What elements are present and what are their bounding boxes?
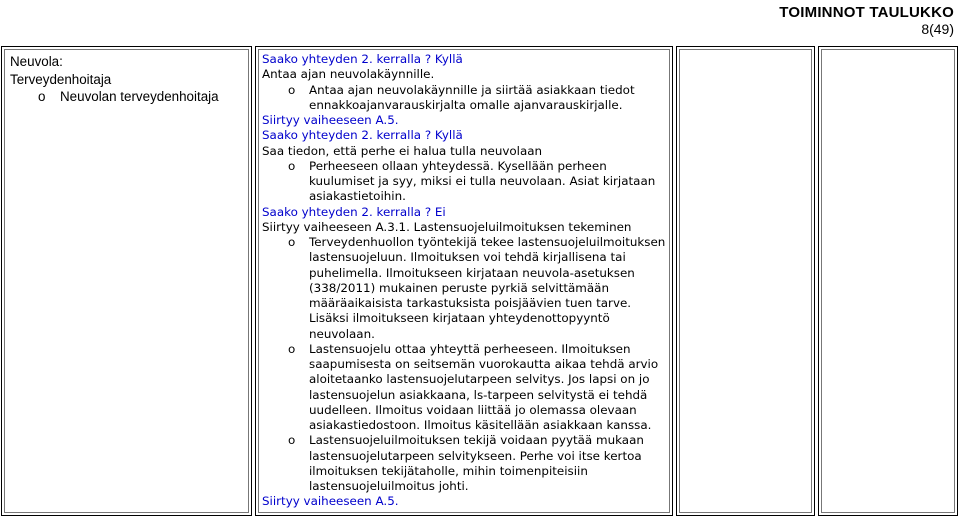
bullet-marker: o [288,341,296,356]
bullet-line: kuulumiset ja syy, miksi ei tulla neuvolaan. Asiat kirjataan [309,174,656,188]
table-cell-actions [255,46,673,516]
bullet-line: uudelleen. Ilmoitus voidaan liittää jo olemassa olevaan [309,402,637,417]
bullet-line: lastensuojeluilmoitus johti. [309,479,469,493]
bullet-marker: o [288,235,296,249]
actor-role: Terveydenhoitaja [10,71,112,87]
goto-step-text: Siirtyy vaiheeseen A.3.1. Lastensuojeluilmoituksen tekeminen [262,219,632,234]
goto-step-link[interactable]: Siirtyy vaiheeseen A.5. [262,113,399,127]
bullet-marker: o [288,433,296,448]
bullet-line: Antaa ajan neuvolakäynnille ja siirtää asiakkaan tiedot [309,82,635,97]
bullet-line: (338/2011) mukainen peruste pyrkiä selvittämään [309,280,610,295]
bullet-5 [262,433,668,494]
bullet-line: Lisäksi ilmoitukseen kirjataan yhteydenottopyyntö [309,311,610,326]
bullet-line: Lastensuojeluilmoituksen tekijä voidaan pyytää mukaan [309,433,644,448]
bullet-line: lastensuojelun asiakkaana, ls-tarpeen selvitystä ei tehdä [309,387,648,402]
contact-question-1[interactable]: Saako yhteyden 2. kerralla ? Kyllä [262,52,463,66]
bullet-line: lastensuojelutarpeen selvitykseen. Perhe voi itse kertoa [309,448,642,463]
bullet-line: asiakastietoihin. [309,189,406,204]
goto-step-link[interactable]: Siirtyy vaiheeseen A.5. [262,494,399,509]
contact-question-2[interactable]: Saako yhteyden 2. kerralla ? Kyllä [262,128,463,143]
step-text: Saa tiedon, että perhe ei halua tulla neuvolaan [262,143,543,158]
bullet-line: neuvolaan. [309,326,375,341]
table-cell-empty-2 [818,46,958,516]
actions-text [262,52,668,510]
table-cell-actor [1,46,252,516]
bullet-line: lastensuojeluun. Ilmoituksen voi tehdä kirjallisena tai [309,250,626,265]
bullet-1 [262,83,668,114]
actor-unit: Neuvola: [10,54,63,69]
bullet-line: Lastensuojelu ottaa yhteyttä perheeseen. Ilmoituksen [309,341,631,356]
bullet-line: puhelimella. Ilmoitukseen kirjataan neuvola-asetuksen [309,265,635,280]
bullet-line: määräaikaisista tarkastuksista poisjäävien tuen tarve. [309,296,632,310]
bullet-line: saapumisesta on seitsemän vuorokautta aikaa tehdä arvio [309,357,659,371]
cell-inner-border [679,49,812,513]
table-cell-empty-1 [676,46,815,516]
bullet-4 [262,342,668,434]
bullet-line: aloitetaanko lastensuojelutarpeen selvitys. Jos lapsi on jo [309,372,650,387]
page-number: 8(49) [921,21,954,37]
actor-text [10,53,219,106]
contact-question-3[interactable]: Saako yhteyden 2. kerralla ? Ei [262,204,446,219]
bullet-marker: o [38,89,46,104]
bullet-line: Terveydenhuollon työntekijä tekee lastensuojeluilmoituksen [309,235,666,249]
bullet-marker: o [288,158,296,173]
bullet-line: Perheeseen ollaan yhteydessä. Kysellään perheen [309,158,607,173]
bullet-line: ennakkoajanvarauskirjalta omalle ajanvarauskirjalle. [309,97,623,112]
cell-inner-border [821,49,955,513]
bullet-marker: o [288,82,296,97]
bullet-3 [262,235,668,342]
actor-bullet [10,88,219,106]
bullet-line: asiakastiedostoon. Ilmoitus käsitellään asiakkaan kanssa. [309,418,652,432]
page-title: TOIMINNOT TAULUKKO [779,4,954,21]
bullet-line: ilmoituksen tekijätaholle, mihin toimenpiteisiin [309,463,588,478]
cell-inner-border [4,49,249,513]
step-text: Antaa ajan neuvolakäynnille. [262,67,435,82]
actor-bullet-text: Neuvolan terveydenhoitaja [60,89,219,104]
bullet-2 [262,159,668,205]
